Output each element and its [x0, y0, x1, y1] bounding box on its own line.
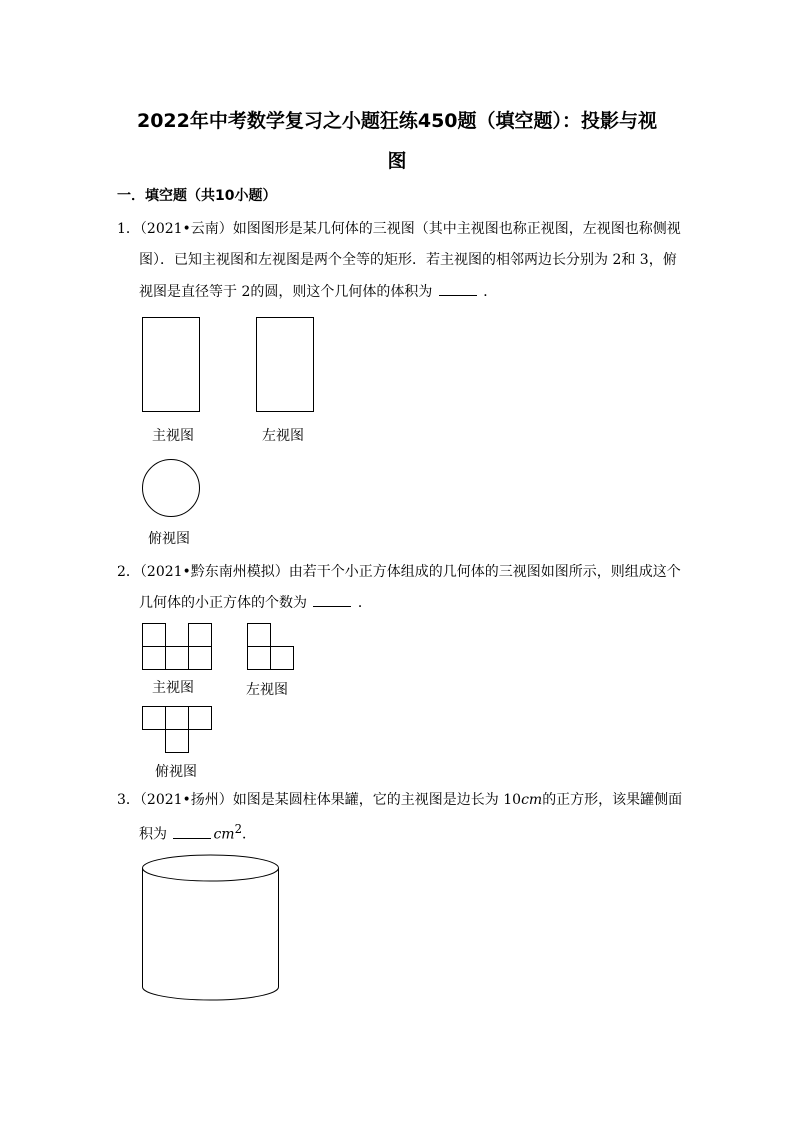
q1-left-view-rect: [257, 318, 314, 412]
q1-text-line-1: 1．（2021•云南）如图图形是某几何体的三视图（其中主视图也称正视图，左视图也称侧视: [117, 221, 681, 237]
q1-top-view-caption: 俯视图: [148, 531, 190, 547]
section-header: 一．填空题（共10小题）: [117, 188, 277, 204]
q2-answer-blank[interactable]: [313, 592, 351, 607]
q3-answer-unit-exponent: 2: [234, 822, 242, 836]
q2-left-view-caption: 左视图: [246, 682, 288, 698]
q2-top-cell: [143, 707, 166, 730]
q1-text-pre: 视图是直径等于 2的圆，则这个几何体的体积为: [139, 284, 433, 300]
q2-left-cell: [248, 647, 271, 670]
q3-text-line-1: [117, 789, 682, 809]
q1-left-view-caption: 左视图: [262, 428, 304, 444]
q3-answer-unit: cm: [213, 826, 235, 843]
q1-text-line-2: 图）．已知主视图和左视图是两个全等的矩形．若主视图的相邻两边长分别为 2和 3，俯: [139, 252, 677, 268]
q1-text-post: ．: [483, 284, 498, 300]
page-title-line-1: 2022年中考数学复习之小题狂练450题（填空题）：投影与视: [136, 110, 658, 132]
q3-text-pre-2: 积为: [139, 826, 167, 843]
q2-left-cell: [248, 624, 271, 647]
q2-text-pre: 几何体的小正方体的个数为: [139, 595, 307, 611]
q1-front-view-rect: [143, 318, 200, 412]
q2-front-view-caption: 主视图: [152, 680, 194, 696]
q2-front-cell: [166, 647, 189, 670]
q2-text-line-1: 2．（2021•黔东南州模拟）由若干个小正方体组成的几何体的三视图如图所示，则组成这个: [117, 564, 681, 580]
q2-top-cell: [189, 707, 212, 730]
q1-front-view-caption: 主视图: [152, 428, 194, 444]
q2-left-cell: [271, 647, 294, 670]
q2-text-line-2: [139, 592, 372, 612]
q2-front-cell: [143, 624, 166, 647]
q3-text-post-2: ．: [242, 826, 256, 843]
q2-front-cell: [189, 647, 212, 670]
q2-left-view: [248, 624, 294, 670]
q3-unit: cm: [521, 792, 543, 808]
q3-cylinder-top: [143, 855, 279, 881]
q3-text-post: 的正方形，该果罐侧面: [542, 792, 683, 808]
q2-top-cell: [166, 730, 189, 753]
q2-top-cell: [166, 707, 189, 730]
q2-top-view: [143, 707, 212, 753]
q3-text-pre: 3．（2021•扬州）如图是某圆柱体果罐，它的主视图是边长为 10: [117, 792, 522, 808]
q3-answer-blank[interactable]: [173, 824, 211, 839]
page-title-line-2: 图: [387, 150, 407, 172]
q2-front-cell: [189, 624, 212, 647]
q2-text-post: ．: [357, 595, 372, 611]
q2-front-view: [143, 624, 212, 670]
q3-cylinder-bottom: [143, 987, 279, 1000]
q3-cylinder: [143, 855, 279, 1000]
q3-text-line-2: [139, 822, 256, 844]
q2-front-cell: [143, 647, 166, 670]
q1-top-view-circle: [143, 460, 200, 517]
q2-top-view-caption: 俯视图: [155, 764, 197, 780]
